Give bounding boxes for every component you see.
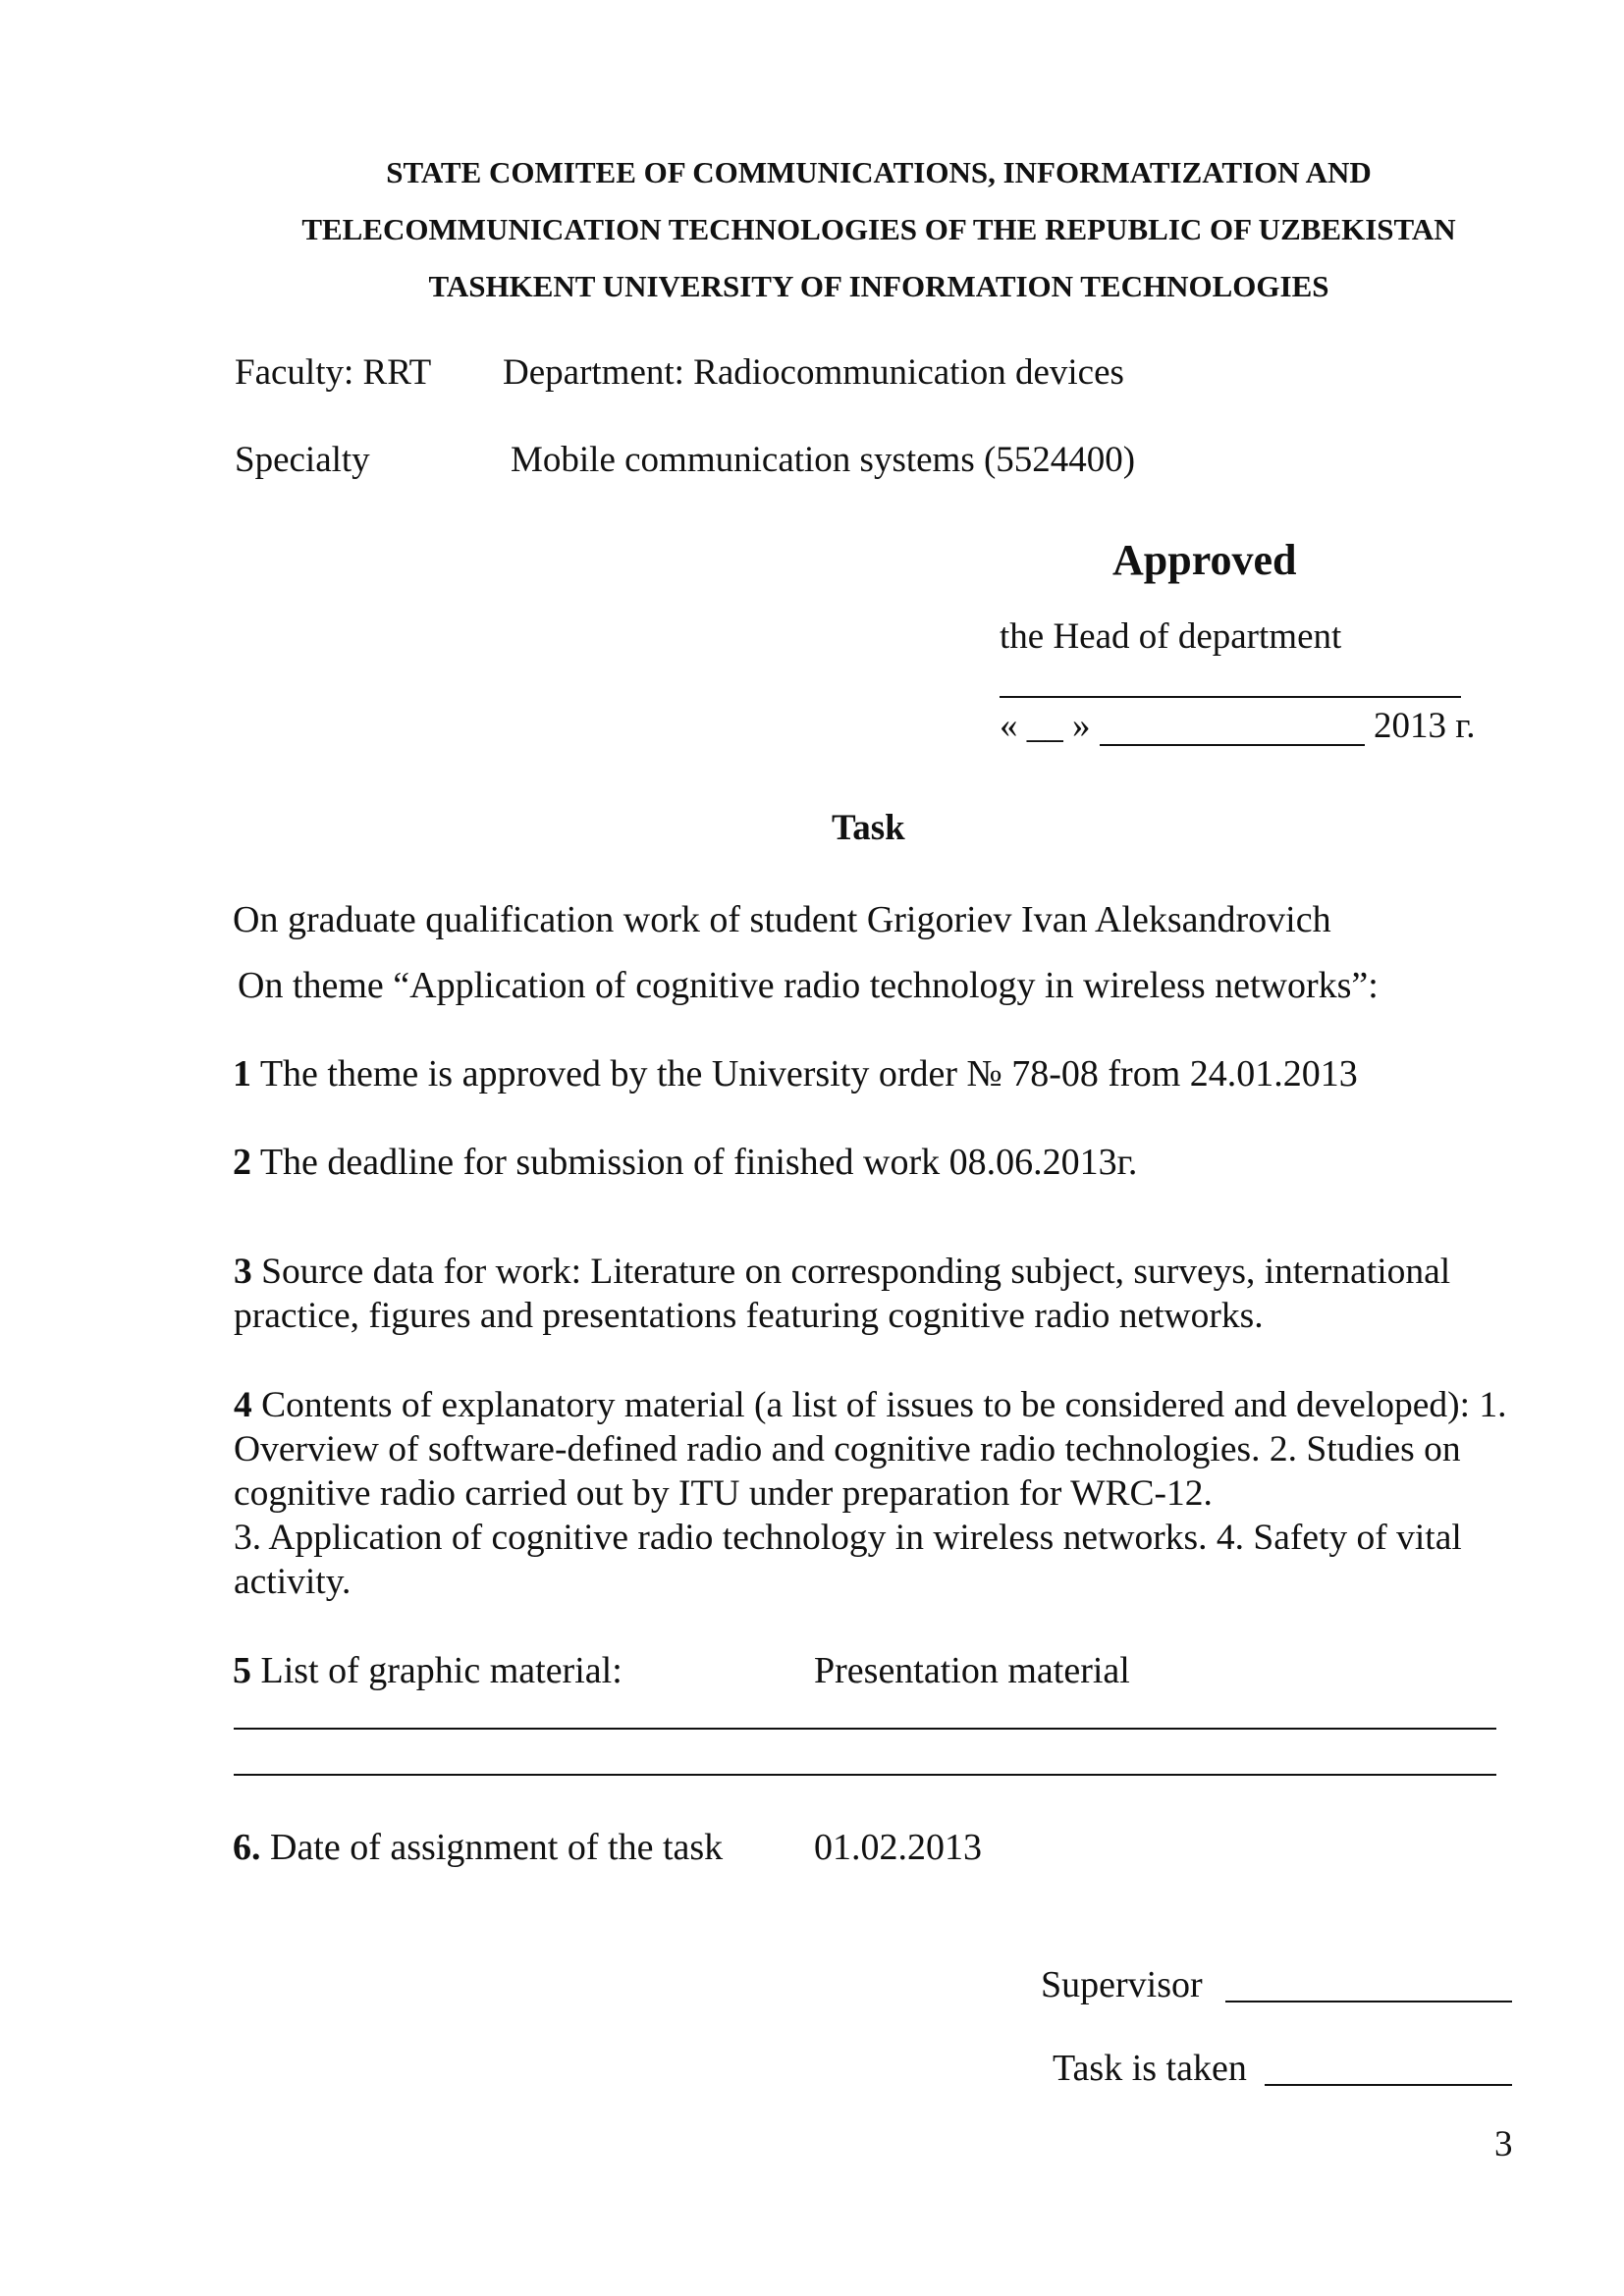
item-6-label: Date of assignment of the task: [260, 1827, 724, 1868]
header-line-2: TELECOMMUNICATION TECHNOLOGIES OF THE REPUBLIC OF UZBEKISTAN: [301, 212, 1456, 246]
approved-title: Approved: [1112, 536, 1297, 584]
page-number: 3: [1494, 2124, 1513, 2164]
head-of-department: the Head of department: [1000, 616, 1342, 657]
item-4-text-continued: 3. Application of cognitive radio technology in wireless networks. 4. Safety of vital activity.: [234, 1518, 1462, 1602]
item-3: [234, 1250, 1540, 1338]
specialty-value: Mobile communication systems (5524400): [511, 440, 1136, 480]
head-signature-line: [1000, 696, 1461, 698]
header-line-1: STATE COMITEE OF COMMUNICATIONS, INFORMATIZATION AND: [386, 155, 1372, 189]
theme-line: On theme “Application of cognitive radio technology in wireless networks”:: [238, 965, 1379, 1006]
department-label: Department: Radiocommunication devices: [503, 352, 1124, 393]
item-3-number: 3: [234, 1252, 252, 1292]
item-1: [233, 1052, 1358, 1095]
item-5: [233, 1649, 623, 1692]
header-line-3: TASHKENT UNIVERSITY OF INFORMATION TECHNOLOGIES: [428, 269, 1329, 303]
item-5-label: List of graphic material:: [251, 1650, 623, 1691]
supervisor-signature-line: [1225, 2001, 1512, 2002]
item-6: [233, 1826, 723, 1869]
item-1-text: The theme is approved by the University order № 78-08 from 24.01.2013: [251, 1053, 1358, 1095]
approval-date-year: 2013 г.: [1374, 706, 1476, 746]
item-3-text: Source data for work: Literature on corresponding subject, surveys, international practice, figures and presentations featuring cognitive radio networks.: [234, 1252, 1451, 1336]
item-4-text: Contents of explanatory material (a list of issues to be considered and developed): 1. Overview of software-defined radio and cognitive radio technologies. 2. Studies on cognitive radio carried out by ITU under preparation for WRC-12.: [234, 1385, 1507, 1514]
graphic-material-line-1: [234, 1728, 1496, 1730]
item-5-value: Presentation material: [814, 1650, 1130, 1691]
supervisor-label: Supervisor: [1041, 1964, 1203, 2005]
task-title: Task: [832, 808, 905, 848]
item-2-text: The deadline for submission of finished work 08.06.2013г.: [251, 1142, 1138, 1183]
item-4-number: 4: [234, 1385, 252, 1425]
item-5-number: 5: [233, 1650, 251, 1691]
faculty-label: Faculty: RRT: [235, 352, 432, 393]
specialty-label: Specialty: [235, 440, 370, 480]
item-6-value: 01.02.2013: [814, 1827, 982, 1868]
item-2-number: 2: [233, 1142, 251, 1183]
graphic-material-line-2: [234, 1774, 1496, 1776]
approval-date-open: « __ »: [1000, 706, 1091, 746]
item-1-number: 1: [233, 1053, 251, 1095]
student-line: On graduate qualification work of student Grigoriev Ivan Aleksandrovich: [233, 899, 1331, 940]
item-2: [233, 1141, 1137, 1184]
item-6-number: 6.: [233, 1827, 261, 1868]
item-4: [234, 1383, 1569, 1604]
approval-date-line: [1100, 744, 1365, 746]
task-taken-label: Task is taken: [1053, 2048, 1247, 2089]
task-taken-signature-line: [1265, 2084, 1512, 2086]
